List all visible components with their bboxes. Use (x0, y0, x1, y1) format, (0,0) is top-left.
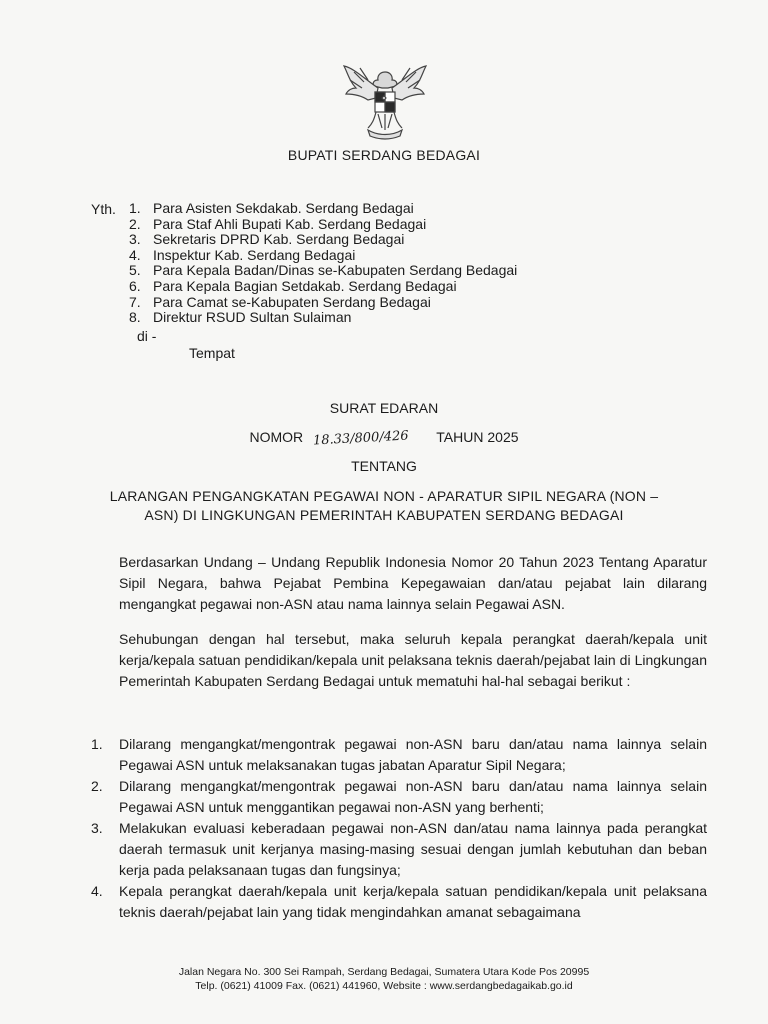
document-type: SURAT EDARAN (329, 400, 439, 416)
instruction-item: 1. Dilarang mengangkat/mengontrak pegawai non-ASN baru dan/atau nama lainnya selain Pegawai ASN untuk melaksanakan tugas jabatan Aparatur Sipil Negara; (91, 736, 707, 773)
recipient-item: 2. Para Staf Ahli Bupati Kab. Serdang Bedagai (129, 215, 427, 232)
instruction-item: 4. Kepala perangkat daerah/kepala unit kerja/kepala satuan pendidikan/kepala unit pelaksana teknis daerah/pejabat lain yang tidak mengindahkan amanat sebagaimana (91, 883, 707, 920)
recipient-item: 1. Para Asisten Sekdakab. Serdang Bedagai (129, 200, 414, 216)
footer-contact: Telp. (0621) 41009 Fax. (0621) 441960, Website : www.serdangbedagaikab.go.id (195, 979, 573, 992)
document-number-line (0, 428, 768, 449)
paragraph-legal-basis: Berdasarkan Undang – Undang Republik Indonesia Nomor 20 Tahun 2023 Tentang Aparatur Sipil Negara, bahwa Pejabat Pembina Kepegawaian dan/atau pejabat lain dilarang mengangkat pegawai non-ASN atau nama lainnya selain Pegawai ASN. (119, 554, 707, 612)
recipient-list (129, 201, 517, 326)
garuda-emblem-icon (338, 58, 432, 146)
recipient-item: 8. Direktur RSUD Sultan Sulaiman (129, 309, 352, 326)
footer-address: Jalan Negara No. 300 Sei Rampah, Serdang Bedagai, Sumatera Utara Kode Pos 20995 (178, 966, 590, 978)
nomor-label: NOMOR (249, 429, 304, 445)
recipient-item: 7. Para Camat se-Kabupaten Serdang Bedagai (129, 293, 431, 310)
addressee-di: di - (137, 328, 157, 344)
instruction-list (91, 734, 707, 923)
recipient-item: 5. Para Kepala Badan/Dinas se-Kabupaten Serdang Bedagai (129, 262, 518, 279)
instruction-item: 2. Dilarang mengangkat/mengontrak pegawai non-ASN baru dan/atau nama lainnya selain Pegawai ASN untuk menggantikan pegawai non-ASN yang berhenti; (91, 778, 707, 815)
handwritten-number: 18.33/800/426 (312, 428, 409, 449)
document-subject: LARANGAN PENGANGKATAN PEGAWAI NON - APARATUR SIPIL NEGARA (NON – ASN) DI LINGKUNGAN PEMERINTAH KABUPATEN SERDANG BEDAGAI (109, 488, 659, 523)
recipient-item: 6. Para Kepala Bagian Setdakab. Serdang Bedagai (129, 277, 457, 294)
recipient-item: 4. Inspektur Kab. Serdang Bedagai (129, 246, 356, 263)
instruction-item: 3. Melakukan evaluasi keberadaan pegawai non-ASN dan/atau nama lainnya pada perangkat daerah termasuk unit kerjanya masing-masing sesuai dengan jumlah kebutuhan dan beban kerja pada pelaksanaan tugas dan fungsinya; (91, 820, 707, 878)
paragraph-instruction: Sehubungan dengan hal tersebut, maka seluruh kepala perangkat daerah/kepala unit kerja/kepala satuan pendidikan/kepala unit pelaksana teknis daerah/pejabat lain di Lingkungan Pemerintah Kabupaten Serdang Bedagai untuk mematuhi hal-hal sebagai berikut : (119, 631, 707, 689)
recipient-item: 3. Sekretaris DPRD Kab. Serdang Bedagai (129, 231, 405, 248)
addressee-label: Yth. (91, 201, 116, 217)
issuing-authority: BUPATI SERDANG BEDAGAI (287, 147, 481, 163)
letter-footer (0, 966, 768, 993)
tentang-label: TENTANG (351, 458, 417, 474)
year-label: TAHUN 2025 (436, 429, 519, 445)
addressee-place: Tempat (189, 345, 235, 361)
